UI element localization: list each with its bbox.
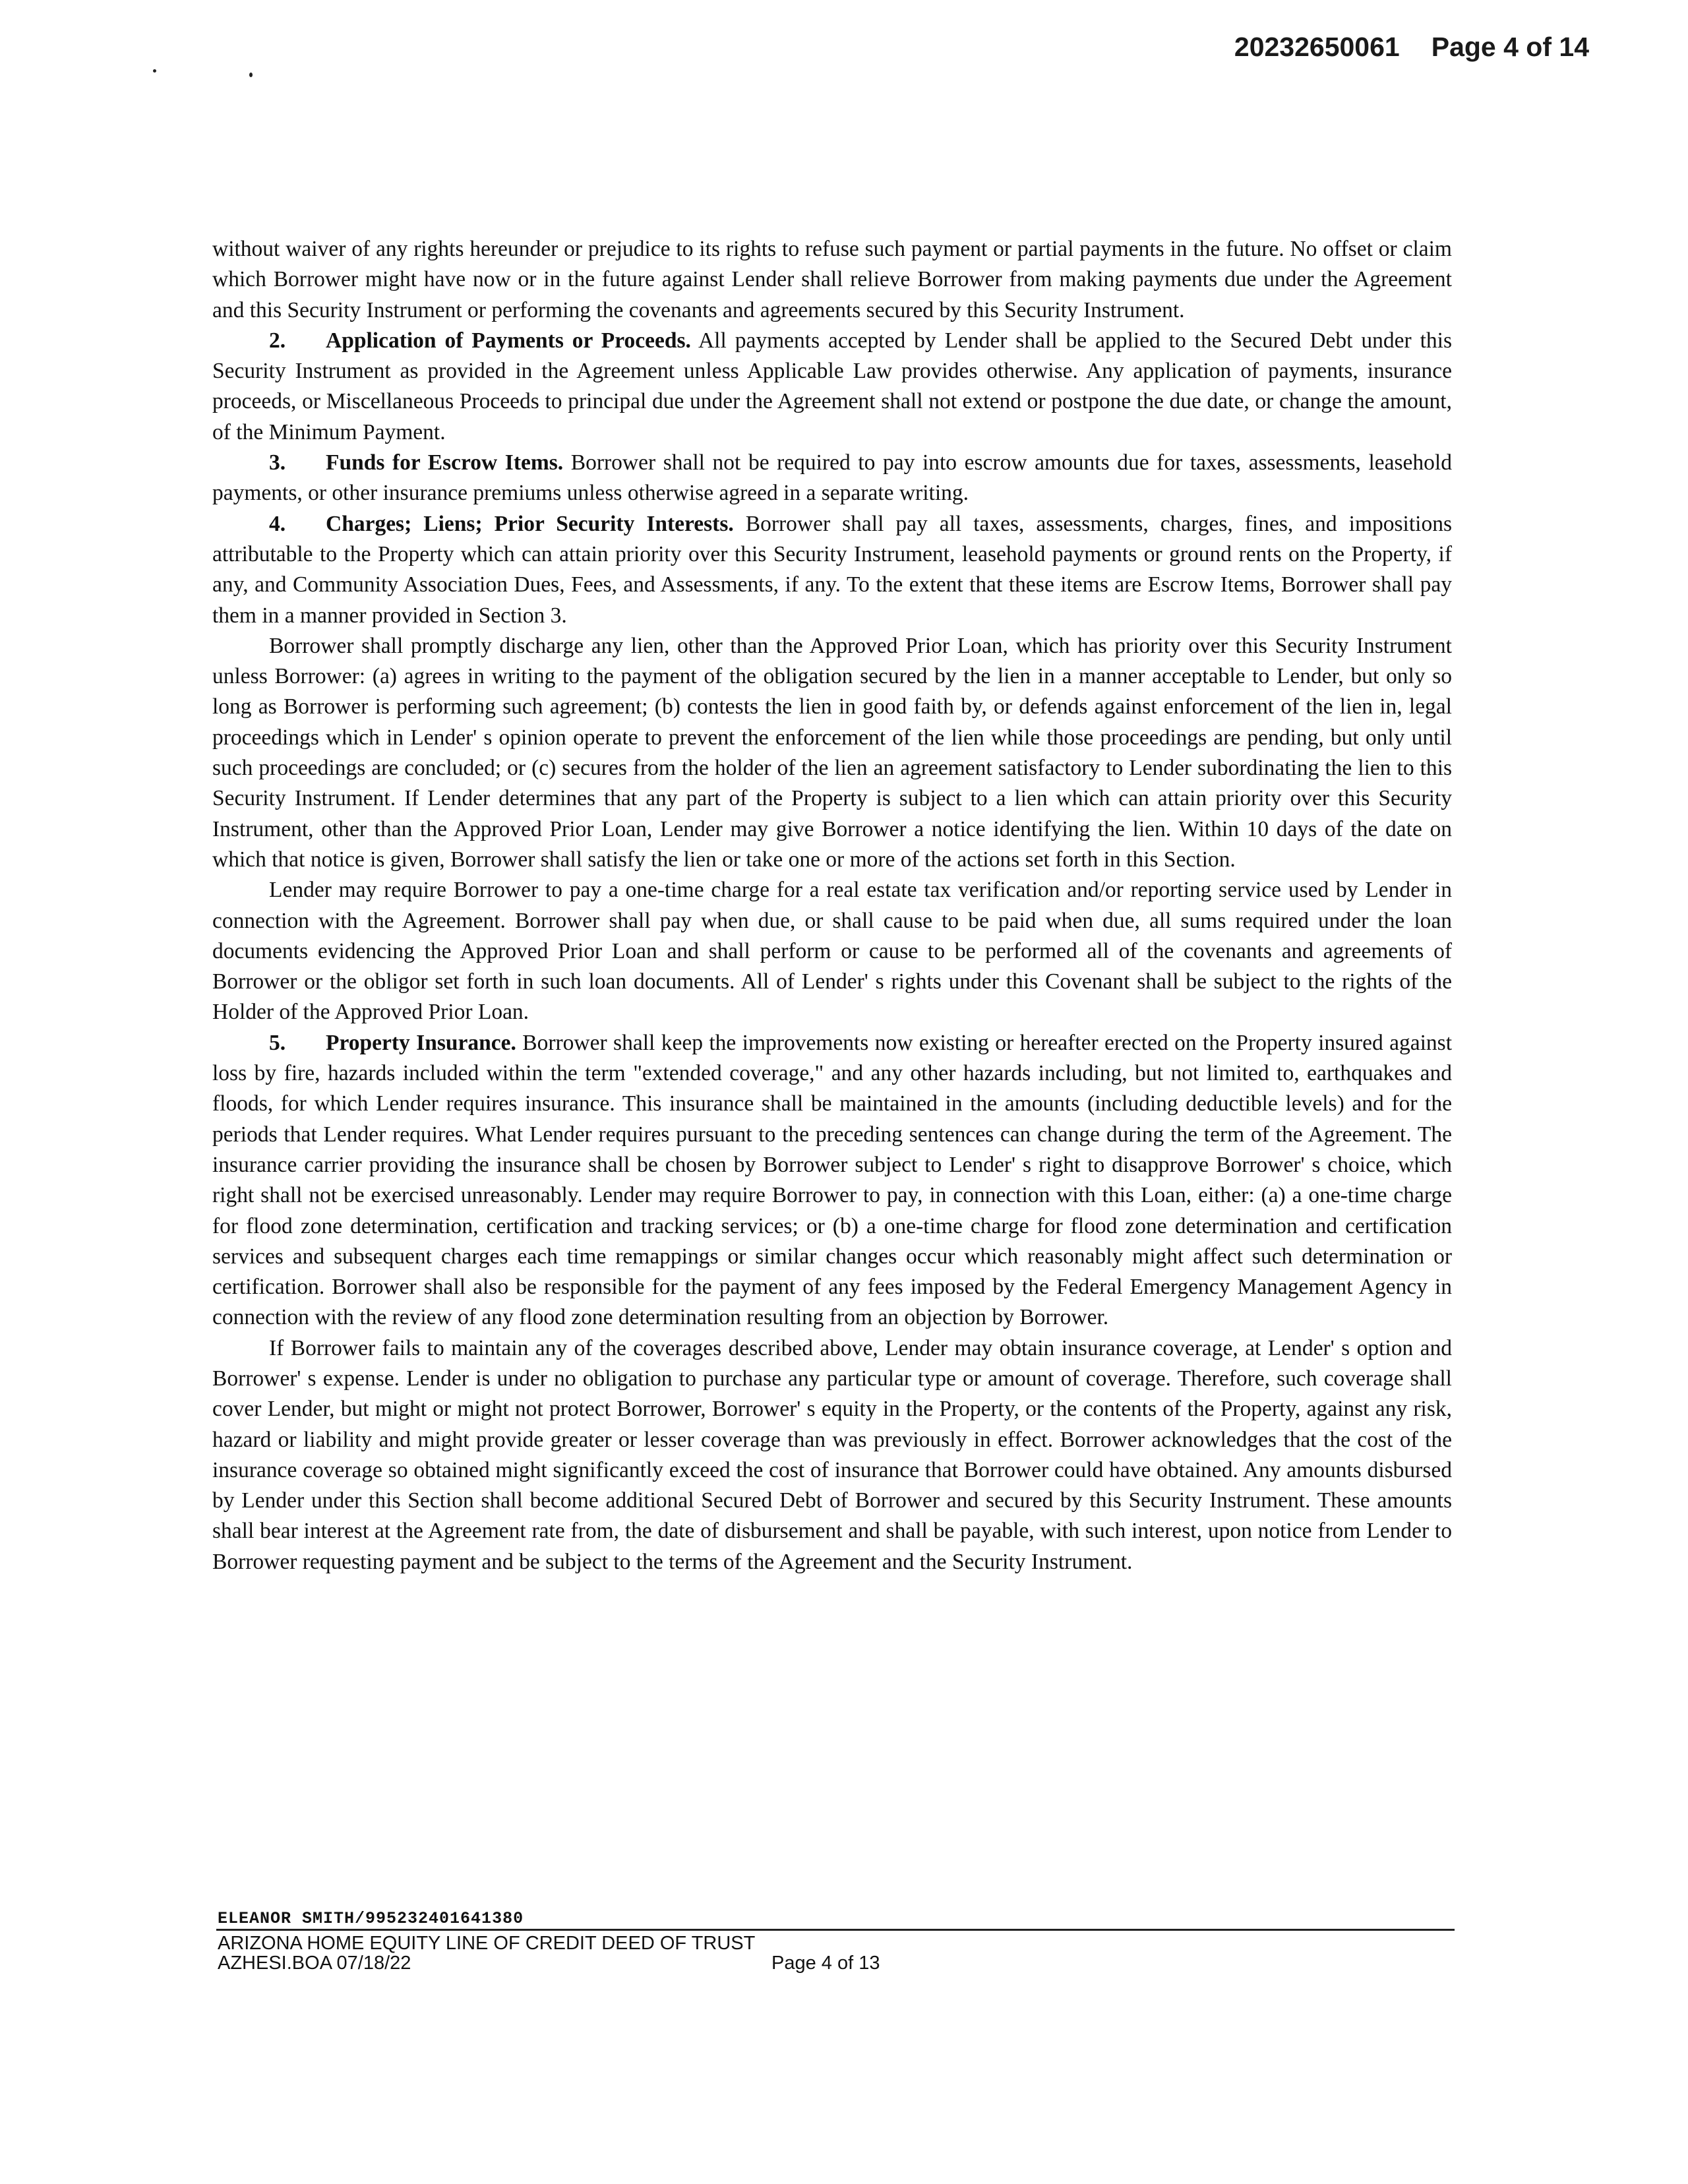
section-number: 4. (269, 511, 286, 536)
page-indicator: Page 4 of 14 (1431, 32, 1589, 62)
scan-speck (249, 73, 253, 77)
section-heading: Funds for Escrow Items. (326, 450, 564, 475)
section-heading: Charges; Liens; Prior Security Interests. (326, 511, 734, 536)
section-heading: Property Insurance. (326, 1030, 516, 1055)
section-number: 3. (269, 450, 286, 475)
form-code: AZHESI.BOA 07/18/22 (218, 1953, 411, 1974)
scan-speck (153, 69, 156, 73)
section-3 (212, 448, 1452, 509)
section-2 (212, 326, 1452, 448)
section-text: Borrower shall pay all taxes, assessments, charges, fines, and impositions attributable to the Property which can attain priority over this Security Instrument, leasehold payments or ground rents on the Property, if any, and Community Association Dues, Fees, and Assessments, if any. To the extent that these items are Escrow Items, Borrower shall pay them in a manner provided in Section 3. (212, 511, 1452, 628)
section-5-coverage-paragraph: If Borrower fails to maintain any of the coverages described above, Lender may obtain insurance coverage, at Lender' s option and Borrower' s expense. Lender is under no obligation to purchase any particular type or amount of coverage. Therefore, such coverage shall cover Lender, but might or might not protect Borrower, Borrower' s equity in the Property, or the contents of the Property, against any risk, hazard or liability and might provide greater or lesser coverage than was previously in effect. Borrower acknowledges that the cost of the insurance coverage so obtained might significantly exceed the cost of insurance that Borrower could have obtained. Any amounts disbursed by Lender under this Section shall become additional Secured Debt of Borrower and secured by this Security Instrument. These amounts shall bear interest at the Agreement rate from, the date of disbursement and shall be payable, with such interest, upon notice from Lender to Borrower requesting payment and be subject to the terms of the Agreement and the Security Instrument. (212, 1335, 1452, 1574)
section-4 (212, 509, 1452, 631)
section-4-tax-paragraph: Lender may require Borrower to pay a one-time charge for a real estate tax verification and/or reporting service used by Lender in connection with the Agreement. Borrower shall pay when due, or shall cause to be paid when due, all sums required under the loan documents evidencing the Approved Prior Loan and shall perform or cause to be performed all of the covenants and agreements of Borrower or the obligor set forth in such loan documents. All of Lender' s rights under this Covenant shall be subject to the rights of the Holder of the Approved Prior Loan. (212, 878, 1452, 1025)
paragraph-continuation: without waiver of any rights hereunder or prejudice to its rights to refuse such payment or partial payments in the future. No offset or claim which Borrower might have now or in the future against Lender shall relieve Borrower from making payments due under the Agreement and this Security Instrument or performing the covenants and agreements secured by this Security Instrument. (212, 237, 1452, 322)
section-heading: Application of Payments or Proceeds. (326, 328, 691, 353)
footer-divider (216, 1929, 1455, 1931)
section-text: All payments accepted by Lender shall be applied to the Secured Debt under this Security Instrument as provided in the Agreement unless Applicable Law provides otherwise. Any application of payments, insurance proceeds, or Miscellaneous Proceeds to principal due under the Agreement shall not extend or postpone the due date, or change the amount, of the Minimum Payment. (212, 328, 1453, 444)
recording-number: 20232650061 (1234, 32, 1400, 62)
form-page-number: Page 4 of 13 (771, 1953, 880, 1974)
section-number: 2. (269, 328, 286, 353)
document-body (212, 234, 1452, 1577)
section-number: 5. (269, 1030, 286, 1055)
borrower-loan-id: ELEANOR SMITH/995232401641380 (218, 1909, 524, 1928)
form-title: ARIZONA HOME EQUITY LINE OF CREDIT DEED OF TRUST (218, 1933, 756, 1954)
section-4-lien-paragraph: Borrower shall promptly discharge any lien, other than the Approved Prior Loan, which has priority over this Security Instrument unless Borrower: (a) agrees in writing to the payment of the obligation secured by the lien in a manner acceptable to Lender, but only so long as Borrower is performing such agreement; (b) contests the lien in good faith by, or defends against enforcement of the lien in, legal proceedings which in Lender' s opinion operate to prevent the enforcement of the lien while those proceedings are pending, but only until such proceedings are concluded; or (c) secures from the holder of the lien an agreement satisfactory to Lender subordinating the lien to this Security Instrument. If Lender determines that any part of the Property is subject to a lien which can attain priority over this Security Instrument, other than the Approved Prior Loan, Lender may give Borrower a notice identifying the lien. Within 10 days of the date on which that notice is given, Borrower shall satisfy the lien or take one or more of the actions set forth in this Section. (212, 633, 1452, 872)
section-text: Borrower shall not be required to pay into escrow amounts due for taxes, assessments, leasehold payments, or other insurance premiums unless otherwise agreed in a separate writing. (212, 450, 1452, 506)
page-header (1234, 32, 1589, 63)
section-text: Borrower shall keep the improvements now existing or hereafter erected on the Property insured against loss by fire, hazards included within the term "extended coverage," and any other hazards including, but not limited to, earthquakes and floods, for which Lender requires insurance. This insurance shall be maintained in the amounts (including deductible levels) and for the periods that Lender requires. What Lender requires pursuant to the preceding sentences can change during the term of the Agreement. The insurance carrier providing the insurance shall be chosen by Borrower subject to Lender' s right to disapprove Borrower' s choice, which right shall not be exercised unreasonably. Lender may require Borrower to pay, in connection with this Loan, either: (a) a one-time charge for flood zone determination, certification and tracking services; or (b) a one-time charge for flood zone determination and certification services and subsequent charges each time remappings or similar changes occur which reasonably might affect such determination or certification. Borrower shall also be responsible for the payment of any fees imposed by the Federal Emergency Management Agency in connection with the review of any flood zone determination resulting from an objection by Borrower. (212, 1030, 1453, 1330)
section-5 (212, 1028, 1452, 1333)
